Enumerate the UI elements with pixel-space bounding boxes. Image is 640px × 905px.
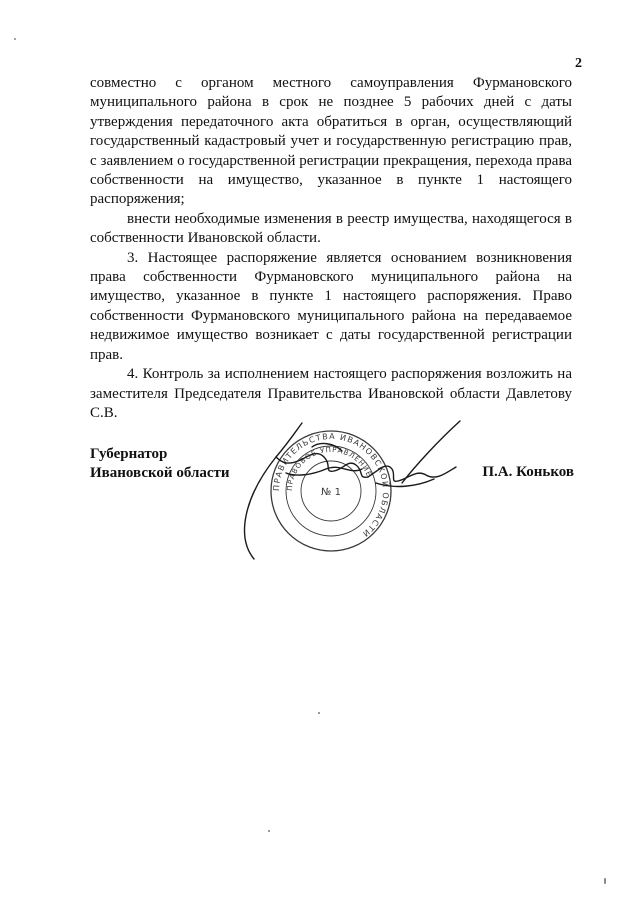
paragraph-clause-3: 3. Настоящее распоряжение является основанием возникновения права собственности Фурмановского муниципального района на имущество, указанное в пункте 1 настоящего распоряжения. Право собственности Фурмановского муниципального района на передаваемое недвижимое имущество возникает с даты государственной регистрации прав.	[90, 249, 572, 363]
seal-and-signature	[216, 417, 476, 567]
paragraph-registry-changes: внести необходимые изменения в реестр имущества, находящегося в собственности Ивановской области.	[90, 210, 572, 247]
seal-inner-ring-text: ПРАВОВОЕ УПРАВЛЕНИЕ	[285, 445, 374, 492]
paragraph-registration: совместно с органом местного самоуправления Фурмановского муниципального района в срок не позднее 5 рабочих дней с даты утверждения передаточного акта обратиться в орган, осуществляющий государственный кадастровый учет и государственную регистрацию прав, с заявлением о государственной регистрации прекращения, перехода права собственности на имущество, указанное в пункте 1 настоящего распоряжения;	[90, 75, 572, 208]
scan-speck	[14, 38, 16, 40]
scan-speck	[268, 830, 270, 832]
seal-outer-ring-text: ПРАВИТЕЛЬСТВА ИВАНОВСКОЙ ОБЛАСТИ	[271, 431, 391, 539]
page-number: 2	[575, 56, 582, 71]
signer-title	[90, 445, 230, 483]
paragraph-clause-4: 4. Контроль за исполнением настоящего распоряжения возложить на заместителя Председателя Правительства Ивановской области Давлетову С.В.	[90, 366, 572, 421]
signer-name: П.А. Коньков	[482, 464, 574, 480]
signer-title-line-2: Ивановской области	[90, 465, 230, 481]
document-body	[90, 74, 572, 423]
scan-speck	[318, 712, 320, 714]
seal-center-text: № 1	[321, 487, 341, 498]
scan-speck	[604, 878, 606, 884]
signer-title-line-1: Губернатор	[90, 446, 168, 462]
signature-block	[90, 431, 574, 565]
